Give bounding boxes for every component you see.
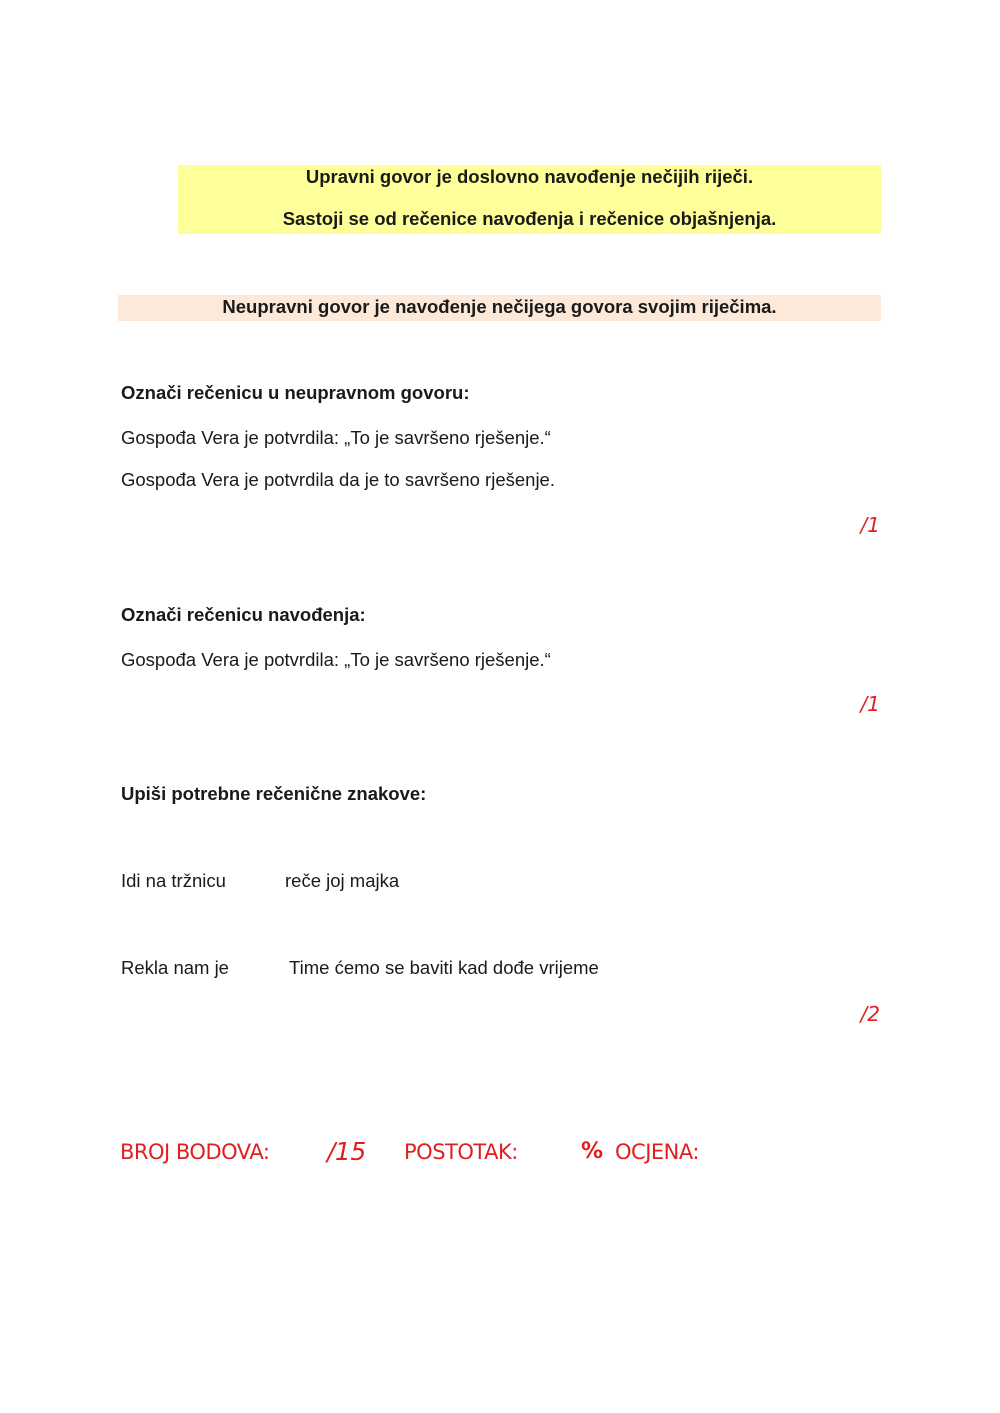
percent-sign: % <box>581 1139 603 1164</box>
task1-score: /1 <box>860 513 880 537</box>
direct-speech-definition-line2: Sastoji se od rečenice navođenja i rečenice objašnjenja. <box>282 208 777 229</box>
task1-option-1[interactable]: Gospođa Vera je potvrdila: „To je savršeno rješenje.“ <box>121 427 551 448</box>
task1-option-2[interactable]: Gospođa Vera je potvrdila da je to savršeno rješenje. <box>121 469 555 490</box>
task2-score: /1 <box>860 692 880 716</box>
points-total: /15 <box>327 1137 366 1166</box>
task3-score: /2 <box>860 1002 880 1026</box>
points-label: BROJ BODOVA: <box>120 1140 270 1164</box>
task3-sentence-1-part1: Idi na tržnicu <box>121 870 226 891</box>
indirect-speech-definition: Neupravni govor je navođenje nečijega govora svojim riječima. <box>222 296 777 317</box>
task1-heading: Označi rečenicu u neupravnom govoru: <box>121 382 470 403</box>
task3-sentence-1-part2: reče joj majka <box>285 870 400 891</box>
task2-heading: Označi rečenicu navođenja: <box>121 604 366 625</box>
task3-sentence-2-part1: Rekla nam je <box>121 957 229 978</box>
task3-sentence-2-part2: Time ćemo se baviti kad dođe vrijeme <box>289 957 599 978</box>
task3-heading: Upiši potrebne rečenične znakove: <box>121 783 427 804</box>
percent-label: POSTOTAK: <box>404 1140 518 1164</box>
grade-label: OCJENA: <box>615 1140 699 1164</box>
task2-sentence[interactable]: Gospođa Vera je potvrdila: „To je savršeno rješenje.“ <box>121 649 551 670</box>
direct-speech-definition-line1: Upravni govor je doslovno navođenje nečijih riječi. <box>305 166 754 187</box>
